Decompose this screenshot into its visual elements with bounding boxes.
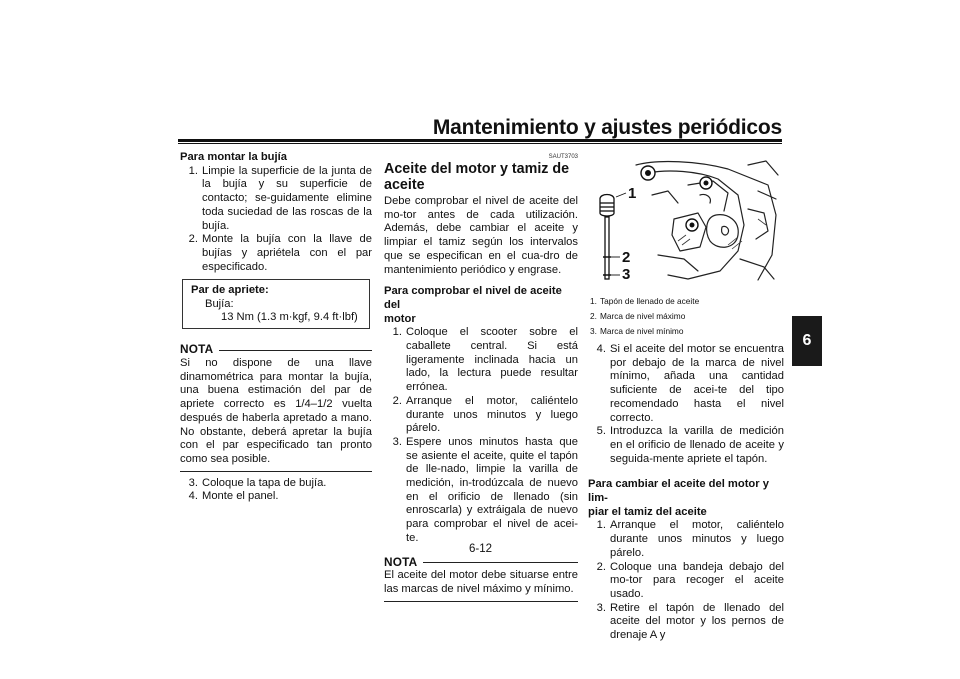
header-rule-thin	[178, 143, 782, 144]
step-text: Coloque el scooter sobre el caballete central. Si está ligeramente inclinada hacia un lado, la lectura puede resultar errónea.	[406, 326, 578, 394]
step-text: Arranque el motor, caliéntelo durante unos minutos y luego párelo.	[610, 519, 784, 559]
list-item	[588, 425, 784, 466]
list-item	[384, 436, 578, 546]
list-item	[180, 477, 372, 491]
header-rule	[178, 139, 782, 142]
intro-paragraph: Debe comprobar el nivel de aceite del mo-tor antes de cada utilización. Además, debe cambiar el aceite y limpiar el tamiz según los intervalos que se especifican en el cua-dro de mantenimiento periódico y engrase.	[384, 195, 578, 276]
section-code: SAUT3703	[548, 154, 578, 160]
step-text: Retire el tapón de llenado del aceite del motor y los pernos de drenaje A y	[610, 601, 784, 642]
nota-rule	[219, 350, 372, 351]
list-item	[384, 326, 578, 395]
section-title-line: Aceite del motor y tamiz de	[384, 161, 570, 177]
nota-header	[384, 556, 578, 570]
step-number: 1.	[188, 164, 198, 177]
subhead-line: piar el tamiz del aceite	[588, 505, 707, 518]
step-number: 5.	[596, 425, 606, 438]
nota-end-rule	[180, 471, 372, 472]
list-item	[588, 343, 784, 425]
steps-list	[180, 165, 372, 275]
section-title-line: aceite	[384, 177, 425, 193]
step-number: 2.	[392, 394, 402, 407]
step-text: Limpie la superficie de la junta de la bujía y su superficie de contacto; se-guidamente elimine toda suciedad de las roscas de la bujía.	[202, 164, 372, 232]
engine-oil-figure	[588, 155, 782, 287]
steps-list	[180, 477, 372, 504]
step-number: 1.	[392, 326, 402, 339]
step-text: Monte el panel.	[202, 490, 279, 503]
column-1	[180, 151, 372, 504]
spec-title: Par de apriete:	[191, 284, 269, 297]
step-text: Monte la bujía con la llave de bujías y apriétela con el par especificado.	[202, 233, 372, 273]
list-item	[180, 165, 372, 234]
list-item	[588, 561, 784, 602]
chapter-tab	[792, 316, 822, 366]
list-item	[588, 519, 784, 560]
spec-value: 13 Nm (1.3 m·kgf, 9.4 ft·lbf)	[221, 311, 358, 324]
step-text: Coloque una bandeja debajo del mo-tor para recoger el aceite usado.	[610, 560, 784, 600]
nota-text: El aceite del motor debe situarse entre las marcas de nivel máximo y mínimo.	[384, 569, 578, 595]
step-text: Coloque la tapa de bujía.	[202, 476, 327, 489]
legend-text: Tapón de llenado de aceite	[600, 296, 700, 306]
legend-number: 1.	[590, 296, 597, 306]
step-text: Espere unos minutos hasta que se asiente el aceite, quite el tapón de lle-nado, limpie la varilla de medición, in-trodúzcala de nuevo en el orificio de llenado (sin enroscarla) y extráigala de nuevo para comprobar el nivel de acei-te.	[406, 435, 578, 544]
subhead-cambiar-aceite	[588, 478, 784, 519]
subhead-line: Para comprobar el nivel de aceite del	[384, 285, 562, 311]
nota-header	[180, 343, 372, 357]
subhead-comprobar-nivel	[384, 285, 578, 326]
legend-item	[588, 324, 784, 339]
step-number: 1.	[596, 519, 606, 532]
step-number: 4.	[596, 343, 606, 355]
step-number: 3.	[596, 601, 606, 614]
subhead-line: motor	[384, 312, 416, 325]
chapter-tab-label: 6	[802, 332, 812, 349]
legend-item	[588, 309, 784, 324]
figure-label-1: 1	[628, 185, 637, 202]
page-number: 6-12	[469, 543, 493, 555]
subhead-line: Para cambiar el aceite del motor y lim-	[588, 478, 769, 505]
figure-label-2: 2	[622, 249, 631, 266]
subhead-montar-bujia: Para montar la bujía	[180, 151, 287, 163]
step-number: 2.	[596, 560, 606, 573]
list-item	[384, 395, 578, 436]
step-number: 2.	[188, 233, 198, 246]
steps-list	[588, 519, 784, 642]
nota-rule	[423, 562, 578, 563]
section-title	[384, 161, 578, 193]
column-3	[588, 151, 784, 643]
legend-number: 3.	[590, 326, 597, 336]
steps-list	[588, 343, 784, 466]
engine-illustration	[588, 155, 782, 287]
step-number: 3.	[392, 435, 402, 448]
nota-label: NOTA	[180, 342, 214, 357]
list-item	[588, 602, 784, 643]
column-2	[384, 151, 578, 607]
torque-spec-box	[182, 279, 370, 329]
step-text: Si el aceite del motor se encuentra por debajo de la marca de nivel mínimo, añada una cantidad suficiente de acei-te del tipo recomendado hasta el nivel correcto.	[610, 343, 784, 424]
step-text: Arranque el motor, caliéntelo durante unos minutos y luego párelo.	[406, 394, 578, 435]
nota-label: NOTA	[384, 554, 418, 569]
nota-end-rule	[384, 601, 578, 602]
spec-item: Bujía:	[205, 297, 234, 310]
legend-number: 2.	[590, 311, 597, 321]
page-title: Mantenimiento y ajustes periódicos	[432, 116, 782, 139]
nota-text: Si no dispone de una llave dinamométrica para montar la bujía, una buena estimación del par de apriete correcto es 1/4–1/2 vuelta después de haberla apretado a mano. No obstante, deberá apretar la bujía con el par especificado tan pronto como sea posible.	[180, 357, 372, 465]
legend-text: Marca de nivel máximo	[600, 311, 686, 321]
figure-label-3: 3	[622, 266, 631, 283]
step-number: 3.	[188, 476, 198, 489]
step-text: Introduzca la varilla de medición en el orificio de llenado de aceite y seguida-mente apriete el tapón.	[610, 425, 784, 465]
steps-list	[384, 326, 578, 545]
figure-legend	[588, 294, 784, 339]
legend-text: Marca de nivel mínimo	[600, 326, 684, 336]
legend-item	[588, 294, 784, 309]
list-item	[180, 490, 372, 504]
step-number: 4.	[188, 490, 198, 503]
list-item	[180, 233, 372, 274]
